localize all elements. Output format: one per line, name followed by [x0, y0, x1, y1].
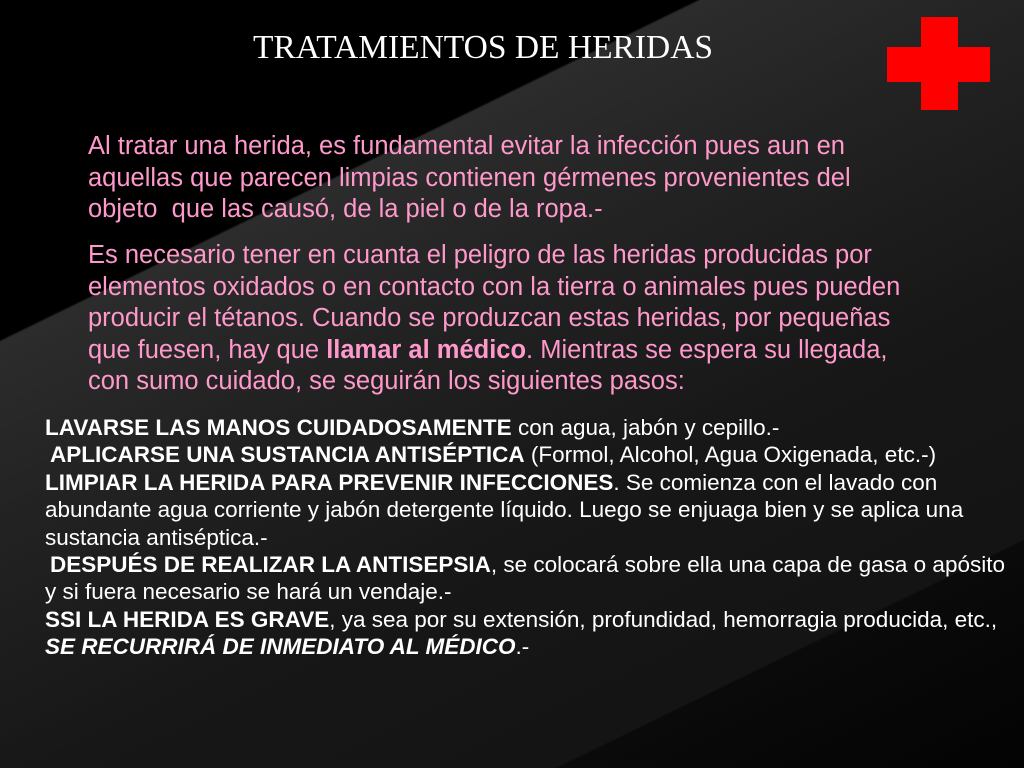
- red-cross-horizontal-bar: [887, 47, 990, 82]
- intro-paragraph-2-line: con sumo cuidado, se seguirán los siguientes pasos:: [88, 367, 685, 395]
- step-1-line: [45, 414, 1005, 441]
- step-5-text: , ya sea por su extensión, profundidad, hemorragia producida, etc.,: [329, 606, 998, 632]
- step-3-line: [45, 469, 1005, 496]
- step-2-line: [45, 441, 1005, 468]
- step-4-heading: DESPUÉS DE REALIZAR LA ANTISEPSIA: [50, 552, 491, 578]
- step-4-text: , se colocará sobre ella una capa de gasa o apósito: [490, 552, 1005, 578]
- treatment-steps: [45, 414, 1005, 661]
- call-doctor-emphasis: llamar al médico: [326, 335, 527, 364]
- step-5-conclusion-emphasis: SE RECURRIRÁ DE INMEDIATO AL MÉDICO: [45, 634, 516, 660]
- step-4-line: [45, 551, 1005, 578]
- intro-paragraph-2-emphasis-line: [88, 335, 900, 367]
- step-5-line: [45, 606, 1005, 633]
- intro-paragraph-1-line: aquellas que parecen limpias contienen gérmenes provenientes del: [88, 163, 851, 192]
- step-1-heading: LAVARSE LAS MANOS CUIDADOSAMENTE: [45, 415, 512, 440]
- slide-title: TRATAMIENTOS DE HERIDAS: [252, 29, 714, 66]
- emphasis-line-after: . Mientras se espera su llegada,: [526, 335, 888, 364]
- step-3-continuation: abundante agua corriente y jabón detergente líquido. Luego se enjuaga bien y se aplica una: [45, 497, 964, 523]
- step-4-continuation: y si fuera necesario se hará un vendaje.-: [45, 579, 452, 605]
- step-3-text: . Se comienza con el lavado con: [613, 469, 938, 495]
- intro-paragraph-2: [88, 240, 900, 398]
- emphasis-line-before: que fuesen, hay que: [88, 335, 327, 364]
- intro-paragraph-2-line: Es necesario tener en cuanta el peligro de las heridas producidas por: [88, 241, 872, 269]
- step-2-heading: APLICARSE UNA SUSTANCIA ANTISÉPTICA: [50, 442, 525, 468]
- step-5-heading: SSI LA HERIDA ES GRAVE: [45, 606, 330, 632]
- intro-paragraph-1: [88, 131, 851, 226]
- intro-paragraph-2-line: elementos oxidados o en contacto con la tierra o animales pues pueden: [88, 272, 901, 301]
- step-1-text: con agua, jabón y cepillo.-: [511, 415, 780, 440]
- intro-paragraph-2-line: producir el tétanos. Cuando se produzcan estas heridas, por pequeñas: [88, 304, 891, 332]
- intro-paragraph-1-line: Al tratar una herida, es fundamental evitar la infección pues aun en: [88, 132, 845, 160]
- step-3-heading: LIMPIAR LA HERIDA PARA PREVENIR INFECCIONES: [45, 469, 614, 495]
- step-2-text: (Formol, Alcohol, Agua Oxigenada, etc.-): [524, 442, 937, 468]
- intro-paragraph-1-line: objeto que las causó, de la piel o de la ropa.-: [88, 195, 603, 223]
- step-5-conclusion: [45, 633, 1005, 660]
- step-3-continuation: sustancia antiséptica.-: [45, 524, 268, 550]
- step-5-conclusion-end: .-: [515, 634, 530, 660]
